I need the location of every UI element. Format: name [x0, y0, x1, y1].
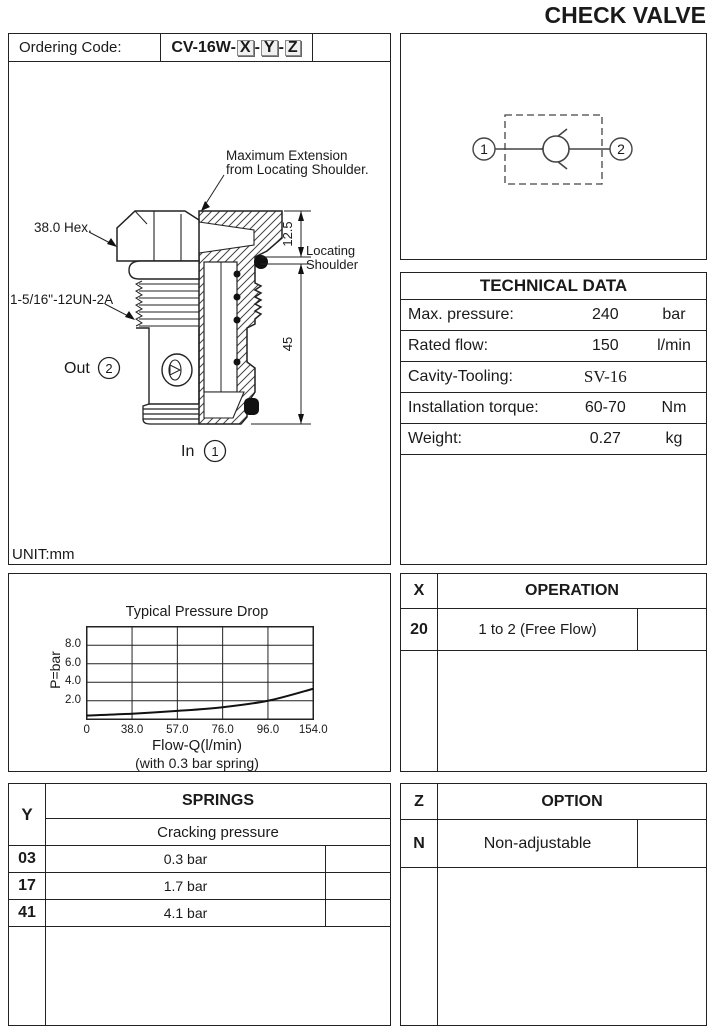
chart-y-axis-label: P=bar: [47, 651, 63, 689]
in-port-label: In: [181, 443, 195, 460]
tech-label: Max. pressure:: [408, 306, 514, 323]
operation-row-empty-cell: [638, 609, 706, 651]
max-extension-label-line1: Maximum Extension: [226, 148, 348, 163]
tech-label: Weight:: [408, 430, 462, 447]
spring-row-code: 17: [9, 873, 46, 900]
tech-row-cavity-tooling: [401, 362, 706, 393]
pressure-drop-curve: [87, 689, 314, 716]
valve-threads: [136, 281, 199, 328]
springs-column-header: Y: [9, 784, 46, 846]
spring-row-empty-cell: [326, 873, 390, 900]
tech-value: SV-16: [583, 367, 627, 386]
locating-shoulder-label-line1: Locating: [306, 243, 356, 258]
y-tick-label: 8.0: [65, 638, 81, 651]
valve-nose: [143, 404, 199, 424]
tech-unit: bar: [662, 306, 686, 323]
chart-plot-area: [86, 626, 314, 721]
retainer-dot: [234, 317, 241, 324]
valve-hex-head: [117, 211, 199, 261]
operation-row-code: 20: [401, 609, 438, 651]
check-valve-symbol: [401, 34, 705, 258]
valve-cross-section-drawing: [9, 62, 388, 563]
tech-value: 150: [591, 337, 619, 354]
x-tick-label: 0: [83, 724, 90, 736]
option-filler: [438, 868, 706, 1025]
drawing-panel: [8, 33, 391, 565]
option-row-empty-cell: [638, 820, 706, 868]
ordering-code-sep1: -: [254, 38, 260, 56]
retainer-dot: [234, 359, 241, 366]
retainer-dot: [234, 271, 241, 278]
unit-note: UNIT:mm: [12, 546, 75, 563]
ordering-code-z: Z: [285, 40, 301, 56]
springs-subtitle: Cracking pressure: [46, 819, 390, 846]
technical-data-title: TECHNICAL DATA: [401, 273, 706, 300]
tech-unit: l/min: [657, 337, 691, 354]
option-filler-col: [401, 868, 438, 1025]
option-row-code: N: [401, 820, 438, 868]
tech-label: Cavity-Tooling:: [408, 368, 513, 385]
x-tick-label: 57.0: [166, 724, 189, 736]
operation-title: OPERATION: [438, 574, 706, 609]
retainer-dot: [234, 294, 241, 301]
tech-value: 0.27: [589, 430, 621, 447]
in-port-number: 1: [211, 444, 219, 459]
ordering-code-row: [9, 34, 390, 62]
springs-filler-col: [9, 927, 46, 1025]
tech-label: Installation torque:: [408, 399, 539, 416]
out-port-number: 2: [105, 361, 113, 376]
ordering-code-empty-cell: [313, 34, 390, 61]
pressure-drop-chart-panel: [8, 573, 391, 772]
ordering-code-value: [161, 34, 313, 61]
valve-washer: [129, 261, 199, 279]
spring-row-value: 1.7 bar: [46, 873, 326, 900]
option-row-value: Non-adjustable: [438, 820, 638, 868]
operation-filler: [438, 651, 706, 771]
symbol-port1-number: 1: [480, 141, 488, 157]
out-port-label: Out: [64, 360, 90, 377]
operation-row-description: 1 to 2 (Free Flow): [438, 609, 638, 651]
symbol-ball: [543, 136, 569, 162]
option-panel: [400, 783, 707, 1026]
ordering-code-label: Ordering Code:: [9, 34, 161, 61]
y-tick-label: 4.0: [65, 675, 81, 688]
symbol-port2-number: 2: [617, 141, 625, 157]
option-column-header: Z: [401, 784, 438, 820]
x-tick-label: 96.0: [256, 724, 280, 736]
ordering-code-y: Y: [261, 40, 278, 56]
spring-row-value: 4.1 bar: [46, 900, 326, 927]
tech-row-installation-torque: [401, 393, 706, 424]
page-title: CHECK VALVE: [544, 2, 706, 28]
tech-row-rated-flow: [401, 331, 706, 362]
plot-border: [87, 627, 314, 720]
max-extension-label-line2: from Locating Shoulder.: [226, 162, 369, 177]
ordering-code-prefix: CV-16W-: [171, 38, 236, 56]
option-title: OPTION: [438, 784, 706, 820]
tech-unit: kg: [665, 430, 683, 447]
operation-panel: [400, 573, 707, 772]
spring-row-empty-cell: [326, 900, 390, 927]
spring-row-code: 03: [9, 846, 46, 873]
x-tick-label: 76.0: [211, 724, 234, 736]
springs-title: SPRINGS: [46, 784, 390, 819]
tech-row-max-pressure: [401, 300, 706, 331]
chart-x-axis-label: Flow-Q(l/min): [152, 737, 242, 754]
y-tick-label: 6.0: [65, 656, 81, 669]
springs-filler: [46, 927, 390, 1025]
tech-label: Rated flow:: [408, 337, 489, 354]
hydraulic-symbol-panel: [400, 33, 707, 260]
chart-x-axis-note: (with 0.3 bar spring): [135, 755, 259, 771]
x-tick-label: 154.0: [298, 724, 328, 736]
ordering-code-sep2: -: [278, 38, 284, 56]
o-ring-bottom: [244, 398, 259, 415]
hex-size-label: 38.0 Hex.: [34, 220, 92, 235]
springs-panel: [8, 783, 391, 1026]
thread-spec-label: 1-5/16"-12UN-2A: [10, 292, 114, 307]
dim-extension-label: 12.5: [280, 221, 295, 247]
spring-row-code: 41: [9, 900, 46, 927]
chart-title: Typical Pressure Drop: [125, 604, 269, 620]
operation-filler-col: [401, 651, 438, 771]
spring-row-value: 0.3 bar: [46, 846, 326, 873]
ordering-code-x: X: [237, 40, 254, 56]
tech-row-weight: [401, 424, 706, 455]
operation-column-header: X: [401, 574, 438, 609]
spring-row-empty-cell: [326, 846, 390, 873]
tech-value: 60-70: [584, 399, 626, 416]
locating-shoulder-label-line2: Shoulder: [306, 257, 359, 272]
x-tick-label: 38.0: [120, 724, 144, 736]
y-tick-label: 2.0: [65, 693, 81, 706]
dim-height-label: 45: [280, 336, 295, 352]
tech-unit: Nm: [661, 399, 687, 416]
tech-value: 240: [591, 306, 619, 323]
technical-data-panel: [400, 272, 707, 565]
